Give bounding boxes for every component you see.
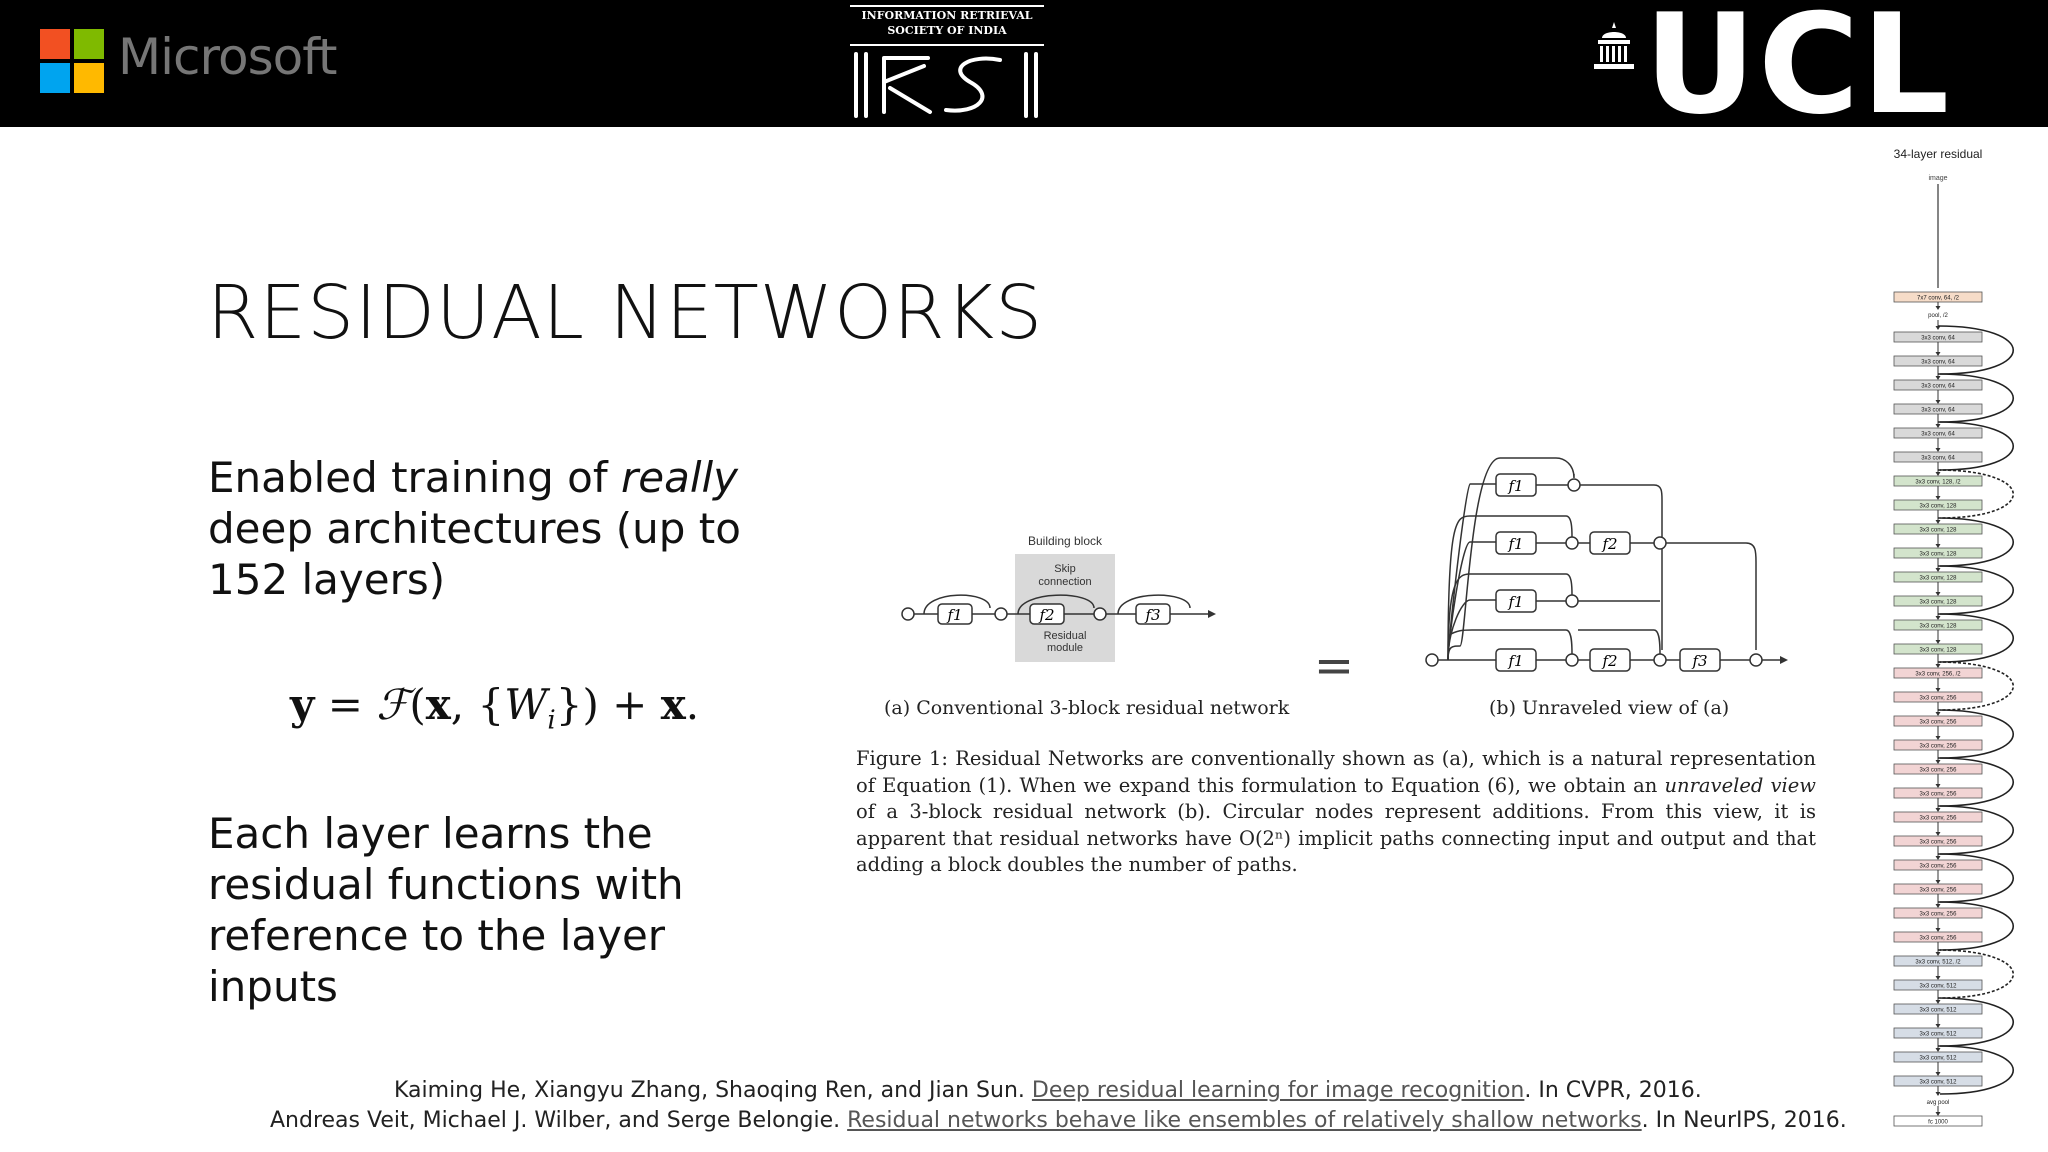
ucl-wordmark: UCL	[1644, 0, 1952, 145]
para1-text-start: Enabled training of	[208, 453, 621, 502]
ucl-portico-icon	[1592, 20, 1636, 72]
block-a-f3: f3	[1145, 606, 1161, 624]
resnet34-layer-13-label: 3x3 conv, 128	[1919, 623, 1957, 630]
resnet34-arrow-30-head	[1936, 1048, 1941, 1052]
resnet34-arrow-24-head	[1936, 904, 1941, 908]
resnet34-layer-stack	[1894, 292, 2013, 1126]
resnet34-arrow-22-head	[1936, 856, 1941, 860]
resnet34-layer-12-label: 3x3 conv, 128	[1919, 599, 1957, 606]
residual-module-label-1: Residual	[1043, 630, 1087, 642]
microsoft-wordmark: Microsoft	[118, 28, 337, 86]
resnet34-layer-10-label: 3x3 conv, 128	[1919, 551, 1957, 558]
resnet34-layer-23-label: 3x3 conv, 256	[1919, 863, 1957, 870]
resnet34-layer-1-label: 3x3 conv, 64	[1921, 335, 1955, 342]
resnet34-arrow-23-head	[1936, 880, 1941, 884]
resnet34-layer-21-label: 3x3 conv, 256	[1919, 815, 1957, 822]
irsi-line-1: INFORMATION RETRIEVAL	[861, 9, 1033, 22]
ref1-link[interactable]: Deep residual learning for image recognition	[1031, 1078, 1525, 1103]
resnet34-layer-18-label: 3x3 conv, 256	[1919, 743, 1957, 750]
resnet34-layer-7-label: 3x3 conv, 128, /2	[1915, 479, 1961, 486]
header-bar	[0, 0, 2048, 145]
resnet34-arrow-17-head	[1936, 736, 1941, 740]
resnet34-title: 34-layer residual	[1893, 147, 1983, 161]
resnet34-arrow-10-head	[1936, 568, 1941, 572]
resnet34-layer-24-label: 3x3 conv, 256	[1919, 887, 1957, 894]
figure-caption-b: (b) Unraveled view of (a)	[1489, 697, 1730, 719]
resnet34-fc-label: fc 1000	[1928, 1119, 1948, 1126]
resnet34-layer-20-label: 3x3 conv, 256	[1919, 791, 1957, 798]
resnet34-layer-8-label: 3x3 conv, 128	[1919, 503, 1957, 510]
resnet34-layer-25-label: 3x3 conv, 256	[1919, 911, 1957, 918]
slide-title: RESIDUAL NETWORKS	[207, 270, 1044, 356]
microsoft-logo-yellow-square	[74, 63, 104, 93]
resnet34-layer-31-label: 3x3 conv, 512	[1919, 1055, 1957, 1062]
resnet34-arrow-13-head	[1936, 640, 1941, 644]
caption-emphasis: unraveled view	[1664, 773, 1816, 797]
skip-connection-label-1: Skip	[1054, 563, 1076, 575]
microsoft-logo-blue-square	[40, 63, 70, 93]
microsoft-logo	[40, 29, 104, 93]
reference-he-2016	[394, 1076, 1702, 1106]
block-b-row1-f1: f1	[1508, 477, 1524, 495]
resnet34-layer-15-label: 3x3 conv, 256, /2	[1915, 671, 1961, 678]
caption-text-part2: of a 3-block residual network (b). Circular nodes represent additions. From this view, it is apparent that residual networks have O(2ⁿ) implicit paths connecting input and output and that adding a block doubles the number of paths.	[856, 800, 1816, 876]
figure-1-caption	[856, 746, 1816, 879]
resnet34-layer-14-label: 3x3 conv, 128	[1919, 647, 1957, 654]
irsi-society-name	[850, 8, 1044, 38]
caption-text-part1: Figure 1: Residual Networks are conventionally shown as (a), which is a natural representation of Equation (1). When we expand this formulation to Equation (6), we obtain an	[856, 747, 1816, 797]
paragraph-deep-architectures	[208, 452, 768, 605]
equals-sign: =	[1313, 638, 1355, 690]
resnet34-layer-19-label: 3x3 conv, 256	[1919, 767, 1957, 774]
resnet34-arrow-9-head	[1936, 544, 1941, 548]
resnet34-layer-4-label: 3x3 conv, 64	[1921, 407, 1955, 414]
paragraph-residual-functions: Each layer learns the residual functions with reference to the layer inputs	[208, 809, 684, 1011]
resnet34-input-label: image	[1928, 175, 1948, 182]
resnet34-pool-label: pool, /2	[1928, 313, 1948, 319]
resnet34-arrow-19-head	[1936, 784, 1941, 788]
resnet34-arrow-18-head	[1936, 760, 1941, 764]
resnet34-layer-16-label: 3x3 conv, 256	[1919, 695, 1957, 702]
resnet34-layer-11-label: 3x3 conv, 128	[1919, 575, 1957, 582]
residual-network-figure	[880, 440, 1820, 690]
resnet34-layer-9-label: 3x3 conv, 128	[1919, 527, 1957, 534]
ref1-authors: Kaiming He, Xiangyu Zhang, Shaoqing Ren, and Jian Sun.	[394, 1078, 1032, 1103]
block-a-f2: f2	[1039, 606, 1055, 624]
resnet34-avgpool-label: avg pool	[1926, 1100, 1950, 1106]
resnet34-arrow-avgpool-head	[1936, 1092, 1941, 1096]
microsoft-logo-green-square	[74, 29, 104, 59]
resnet34-layer-28-label: 3x3 conv, 512	[1919, 983, 1957, 990]
residual-formula: y = ℱ(x, $\{W_i\}) + x$.	[290, 680, 700, 736]
irsi-logo	[850, 48, 1044, 120]
resnet34-layer-32-label: 3x3 conv, 512	[1919, 1079, 1957, 1086]
resnet34-arrow-first-head	[1936, 306, 1941, 310]
resnet34-arrow-8-head	[1936, 520, 1941, 524]
irsi-bottom-rule	[850, 44, 1044, 46]
block-b-row4-f1: f1	[1508, 652, 1524, 670]
ref2-authors: Andreas Veit, Michael J. Wilber, and Serge Belongie.	[270, 1108, 848, 1133]
resnet34-arrow-29-head	[1936, 1024, 1941, 1028]
resnet34-diagram	[1880, 140, 2040, 1152]
resnet34-arrow-5-head	[1936, 448, 1941, 452]
irsi-line-2: SOCIETY OF INDIA	[887, 24, 1007, 37]
resnet34-arrow-16-head	[1936, 712, 1941, 716]
resnet34-arrow-4-head	[1936, 424, 1941, 428]
resnet34-arrow-28-head	[1936, 1000, 1941, 1004]
resnet34-arrow-14-head	[1936, 664, 1941, 668]
block-b-row3-f1: f1	[1508, 593, 1524, 611]
para1-emphasis: really	[620, 453, 739, 502]
resnet34-arrow-21-head	[1936, 832, 1941, 836]
resnet34-layer-3-label: 3x3 conv, 64	[1921, 383, 1955, 390]
resnet34-first-conv-label: 7x7 conv, 64, /2	[1917, 295, 1959, 302]
irsi-top-rule	[850, 5, 1044, 7]
resnet34-layer-22-label: 3x3 conv, 256	[1919, 839, 1957, 846]
resnet34-layer-2-label: 3x3 conv, 64	[1921, 359, 1955, 366]
resnet34-arrow-15-head	[1936, 688, 1941, 692]
block-b-row4-f2: f2	[1602, 652, 1618, 670]
resnet34-arrow-12-head	[1936, 616, 1941, 620]
resnet34-arrow-fc-head	[1936, 1112, 1941, 1116]
microsoft-logo-red-square	[40, 29, 70, 59]
resnet34-layer-6-label: 3x3 conv, 64	[1921, 455, 1955, 462]
building-block-label: Building block	[1027, 534, 1103, 548]
residual-module-label-2: module	[1046, 642, 1084, 654]
resnet34-arrow-7-head	[1936, 496, 1941, 500]
resnet34-layer-5-label: 3x3 conv, 64	[1921, 431, 1955, 438]
resnet34-arrow-26-head	[1936, 952, 1941, 956]
resnet34-arrow-20-head	[1936, 808, 1941, 812]
resnet34-arrow-2-head	[1936, 376, 1941, 380]
block-b-row2-f2: f2	[1602, 535, 1618, 553]
figure-caption-a: (a) Conventional 3-block residual network	[884, 697, 1290, 719]
ref1-venue: . In CVPR, 2016.	[1524, 1078, 1702, 1103]
block-b-row2-f1: f1	[1508, 535, 1524, 553]
resnet34-layer-29-label: 3x3 conv, 512	[1919, 1007, 1957, 1014]
resnet34-layer-26-label: 3x3 conv, 256	[1919, 935, 1957, 942]
resnet34-arrow-3-head	[1936, 400, 1941, 404]
resnet34-layer-30-label: 3x3 conv, 512	[1919, 1031, 1957, 1038]
ref2-venue: . In NeurIPS, 2016.	[1641, 1108, 1847, 1133]
resnet34-layer-17-label: 3x3 conv, 256	[1919, 719, 1957, 726]
para1-text-end: deep architectures (up to 152 layers)	[208, 504, 741, 604]
block-b-row4-f3: f3	[1692, 652, 1708, 670]
resnet34-arrow-25-head	[1936, 928, 1941, 932]
block-a-f1: f1	[947, 606, 963, 624]
resnet34-layer-27-label: 3x3 conv, 512, /2	[1915, 959, 1961, 966]
skip-connection-label-2: connection	[1038, 576, 1092, 588]
resnet34-arrow-6-head	[1936, 472, 1941, 476]
resnet34-arrow-31-head	[1936, 1072, 1941, 1076]
resnet34-arrow-1-head	[1936, 352, 1941, 356]
resnet34-arrow-27-head	[1936, 976, 1941, 980]
resnet34-arrow-11-head	[1936, 592, 1941, 596]
reference-veit-2016	[270, 1106, 1847, 1136]
ref2-link[interactable]: Residual networks behave like ensembles of relatively shallow networks	[847, 1108, 1642, 1133]
